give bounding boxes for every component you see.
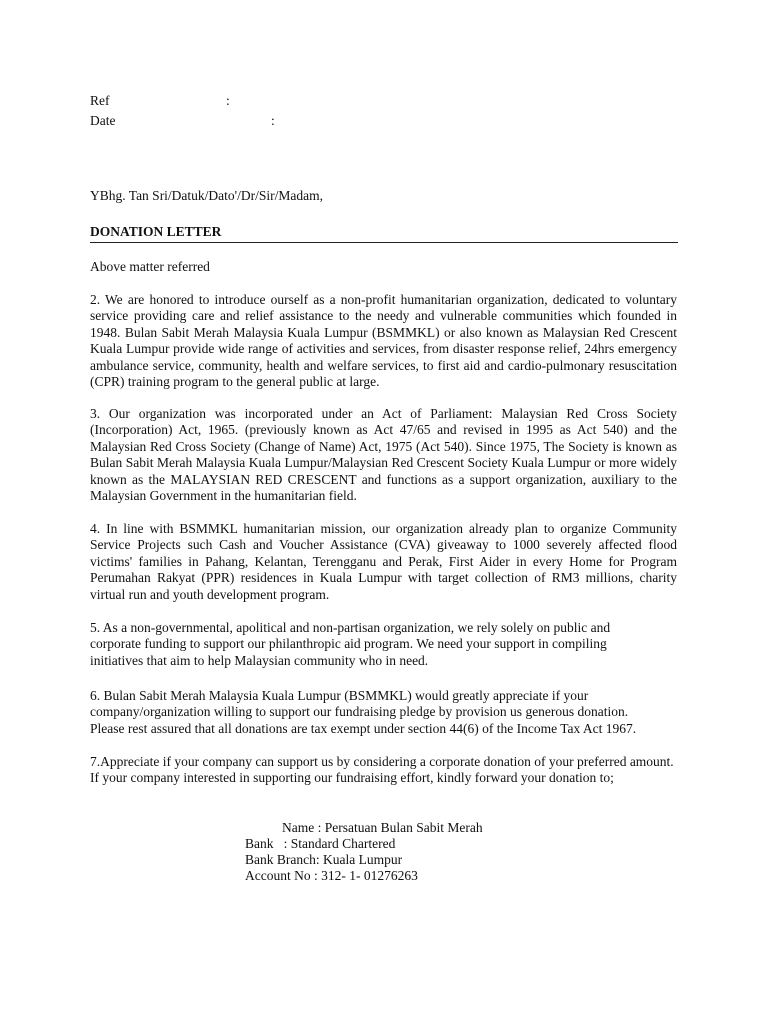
paragraph-3: 3. Our organization was incorporated under an Act of Parliament: Malaysian Red Cross Society (Incorporation) Act, 1965. (previously known as Act 47/65 and revised in 1995 as Act 540) and the Malaysian Red Cross Society (Change of Name) Act, 1975 (Act 540). Since 1975, The Society is known as Bulan Sabit Merah Malaysia Kuala Lumpur/Malaysian Red Crescent Society Kuala Lumpur or more widely known as the MALAYSIAN RED CRESCENT and functions as a support organization, auxiliary to the Malaysian Government in the humanitarian field. — [90, 406, 677, 504]
paragraph-5: 5. As a non-governmental, apolitical and non-partisan organization, we rely solely on public and corporate funding to support our philanthropic aid program. We need your support in compiling initiatives that aim to help Malaysian community who in need. — [90, 620, 611, 668]
ref-separator: : — [226, 93, 230, 108]
bank-name: Bank : Standard Chartered — [245, 836, 396, 851]
paragraph-2: 2. We are honored to introduce ourself as a non-profit humanitarian organization, dedicated to voluntary service providing care and relief assistance to the needy and vulnerable communities which founded in 1948. Bulan Sabit Merah Malaysia Kuala Lumpur (BSMMKL) or also known as Malaysian Red Crescent Kuala Lumpur provide wide range of activities and services, from disaster response relief, 24hrs emergency ambulance service, community, health and welfare services, to first aid and cardio-pulmonary resuscitation (CPR) training program to the general public at large. — [90, 292, 677, 390]
paragraph-4: 4. In line with BSMMKL humanitarian mission, our organization already plan to organize Community Service Projects such Cash and Voucher Assistance (CVA) giveaway to 1000 severely affected flood victims' families in Pahang, Kelantan, Terengganu and Perak, First Aider in every Home for Program Perumahan Rakyat (PPR) residences in Kuala Lumpur with target collection of RM3 millions, charity virtual run and youth development program. — [90, 521, 677, 602]
intro-line: Above matter referred — [90, 259, 210, 274]
subject-text: DONATION LETTER — [90, 224, 222, 239]
date-label: Date — [90, 113, 116, 128]
ref-label: Ref — [90, 93, 110, 108]
paragraph-6: 6. Bulan Sabit Merah Malaysia Kuala Lumpur (BSMMKL) would greatly appreciate if your company/organization willing to support our fundraising pledge by provision us generous donation. Please rest assured that all donations are tax exempt under section 44(6) of the Income Tax Act 1967. — [90, 688, 637, 736]
date-separator: : — [271, 113, 275, 128]
bank-account-name: Name : Persatuan Bulan Sabit Merah — [282, 820, 483, 835]
bank-branch: Bank Branch: Kuala Lumpur — [245, 852, 403, 867]
bank-account-number: Account No : 312- 1- 01276263 — [245, 868, 418, 883]
paragraph-7: 7.Appreciate if your company can support us by considering a corporate donation of your preferred amount. If your company interested in supporting our fundraising effort, kindly forward your donation to; — [90, 754, 674, 786]
subject-heading — [90, 222, 678, 243]
salutation: YBhg. Tan Sri/Datuk/Dato'/Dr/Sir/Madam, — [90, 188, 323, 203]
